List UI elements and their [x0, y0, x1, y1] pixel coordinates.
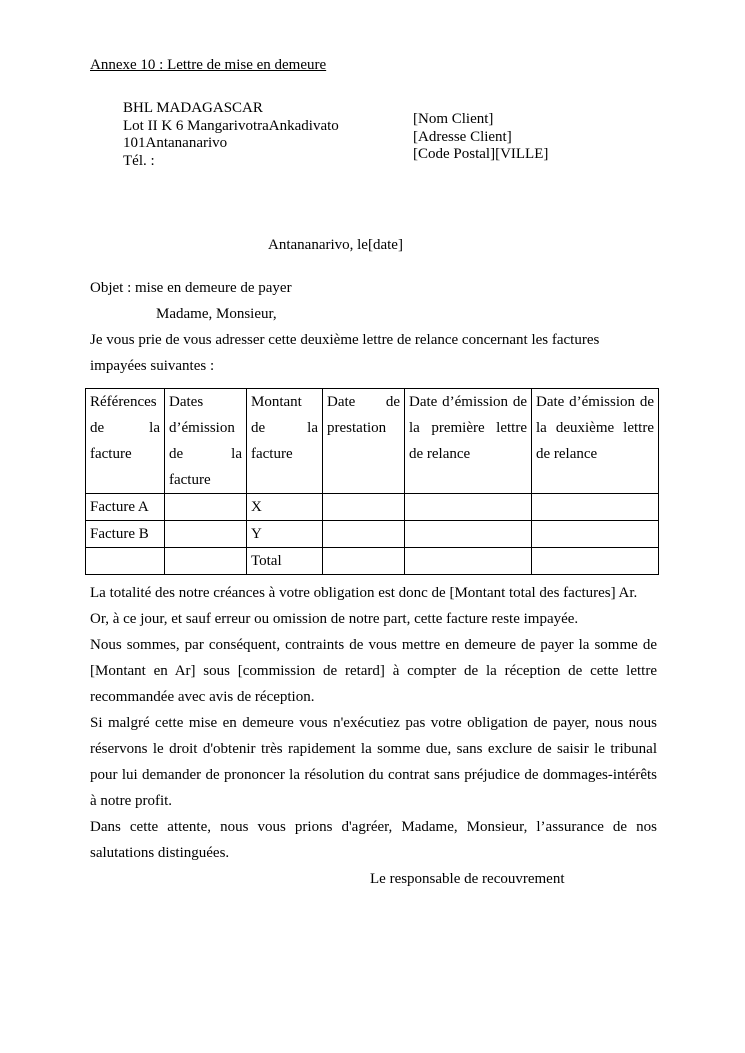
subject-line: Objet : mise en demeure de payer	[90, 280, 292, 296]
table-cell: Total	[247, 548, 323, 575]
sender-line: 101Antananarivo	[123, 135, 228, 151]
table-cell	[532, 521, 659, 548]
letter-body	[90, 275, 657, 892]
table-header-row	[86, 389, 659, 494]
table-cell: X	[247, 494, 323, 521]
recipient-line: [Code Postal][VILLE]	[413, 146, 549, 162]
salutation: Madame, Monsieur,	[156, 306, 277, 322]
table-cell	[405, 494, 532, 521]
table-cell	[532, 494, 659, 521]
table-cell	[165, 494, 247, 521]
table-cell	[532, 548, 659, 575]
table-row	[86, 494, 659, 521]
dateline: Antananarivo, le[date]	[268, 237, 403, 253]
invoice-table	[85, 388, 659, 575]
sender-line: Lot II K 6 MangarivotraAnkadivato	[123, 117, 339, 134]
table-header-cell: Date d’émission de la première lettre de relance	[405, 389, 532, 494]
table-cell: Facture B	[86, 521, 165, 548]
address-row	[123, 100, 657, 172]
body-paragraph: Dans cette attente, nous vous prions d'agréer, Madame, Monsieur, l’assurance de nos salutations distinguées.	[90, 819, 657, 861]
sender-line: Tél. :	[123, 152, 155, 169]
table-cell	[405, 521, 532, 548]
table-header-cell: Date d’émission de la deuxième lettre de relance	[532, 389, 659, 494]
recipient-block	[413, 111, 548, 164]
table-header-cell: Montant de la facture	[247, 389, 323, 494]
body-paragraph: Si malgré cette mise en demeure vous n'exécutiez pas votre obligation de payer, nous nous réservons le droit d'obtenir très rapidement la somme due, sans exclure de saisir le tribunal pour lui demander de prononcer la résolution du contrat sans préjudice de dommages-intérêts à notre profit.	[90, 715, 657, 809]
table-cell: Y	[247, 521, 323, 548]
table-row	[86, 521, 659, 548]
table-header-cell: Références de la facture	[86, 389, 165, 494]
table-cell	[165, 521, 247, 548]
body-paragraph: Nous sommes, par conséquent, contraints de vous mettre en demeure de payer la somme de [Montant en Ar] sous [commission de retard] à compter de la réception de cette lettre recommandée avec avis de réception.	[90, 637, 657, 705]
body-paragraph: La totalité des notre créances à votre obligation est donc de [Montant total des factures] Ar.	[90, 585, 638, 601]
table-cell	[405, 548, 532, 575]
letter-title: Annexe 10 : Lettre de mise en demeure	[90, 57, 327, 73]
recipient-line: [Adresse Client]	[413, 128, 512, 145]
table-cell	[165, 548, 247, 575]
table-cell: Facture A	[86, 494, 165, 521]
table-row	[86, 548, 659, 575]
table-cell	[86, 548, 165, 575]
table-header-cell: Dates d’émission de la facture	[165, 389, 247, 494]
table-cell	[323, 494, 405, 521]
recipient-line: [Nom Client]	[413, 111, 494, 127]
sender-line: BHL MADAGASCAR	[123, 100, 263, 116]
sender-block	[123, 100, 657, 170]
body-paragraph: Or, à ce jour, et sauf erreur ou omission de notre part, cette facture reste impayée.	[90, 611, 579, 627]
signature-line: Le responsable de recouvrement	[370, 871, 565, 887]
table-cell	[323, 548, 405, 575]
table-header-cell: Date de prestation	[323, 389, 405, 494]
table-cell	[323, 521, 405, 548]
intro-paragraph: Je vous prie de vous adresser cette deuxième lettre de relance concernant les factures impayées suivantes :	[90, 332, 600, 374]
